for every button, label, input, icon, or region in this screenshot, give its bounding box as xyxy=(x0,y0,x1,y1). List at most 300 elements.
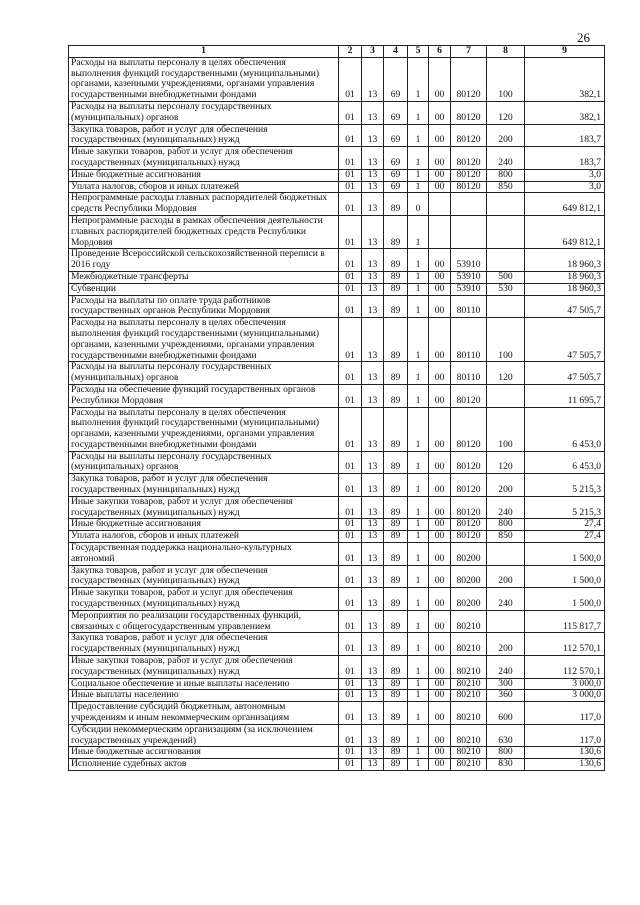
expense-type-cell: 800 xyxy=(487,747,525,759)
item-name-cell: Закупка товаров, работ и услуг для обеспечения государственных (муниципальных) нужд xyxy=(69,633,339,656)
expense-type-cell: 300 xyxy=(487,678,525,690)
subsection-cell: 13 xyxy=(362,724,384,747)
direction-cell: 00 xyxy=(429,318,451,362)
subsection-cell: 13 xyxy=(362,147,384,170)
program-cell: 89 xyxy=(384,656,408,679)
amount-cell: 115 817,7 xyxy=(525,610,605,633)
program-cell: 89 xyxy=(384,678,408,690)
section-cell: 01 xyxy=(339,101,362,124)
table-row xyxy=(69,656,605,679)
header-cell: 6 xyxy=(429,46,451,58)
section-cell: 01 xyxy=(339,474,362,497)
subsection-cell: 13 xyxy=(362,610,384,633)
subsection-cell: 13 xyxy=(362,384,384,407)
target-code-cell: 80120 xyxy=(451,181,487,193)
subsection-cell: 13 xyxy=(362,543,384,566)
direction-cell: 00 xyxy=(429,283,451,295)
subsection-cell: 13 xyxy=(362,474,384,497)
target-code-cell: 80120 xyxy=(451,496,487,519)
subsection-cell: 13 xyxy=(362,407,384,451)
direction-cell xyxy=(429,193,451,216)
subprogram-cell: 1 xyxy=(408,633,429,656)
subprogram-cell: 1 xyxy=(408,407,429,451)
program-cell: 89 xyxy=(384,474,408,497)
program-cell: 89 xyxy=(384,384,408,407)
target-code-cell: 80120 xyxy=(451,101,487,124)
amount-cell: 47 505,7 xyxy=(525,362,605,385)
amount-cell: 27,4 xyxy=(525,519,605,531)
section-cell: 01 xyxy=(339,565,362,588)
subsection-cell: 13 xyxy=(362,690,384,702)
target-code-cell: 80210 xyxy=(451,759,487,771)
amount-cell: 1 500,0 xyxy=(525,543,605,566)
amount-cell: 183,7 xyxy=(525,124,605,147)
subprogram-cell: 1 xyxy=(408,496,429,519)
table-header-row xyxy=(69,46,605,58)
direction-cell: 00 xyxy=(429,759,451,771)
amount-cell: 47 505,7 xyxy=(525,318,605,362)
item-name-cell: Социальное обеспечение и иные выплаты населению xyxy=(69,678,339,690)
program-cell: 69 xyxy=(384,169,408,181)
program-cell: 89 xyxy=(384,407,408,451)
amount-cell: 18 960,3 xyxy=(525,283,605,295)
program-cell: 89 xyxy=(384,747,408,759)
subprogram-cell: 1 xyxy=(408,474,429,497)
amount-cell: 130,6 xyxy=(525,747,605,759)
direction-cell: 00 xyxy=(429,678,451,690)
program-cell: 89 xyxy=(384,496,408,519)
subprogram-cell: 1 xyxy=(408,169,429,181)
direction-cell: 00 xyxy=(429,610,451,633)
item-name-cell: Непрограммные расходы в рамках обеспечения деятельности главных распорядителей бюджетных средств Республики Мордовия xyxy=(69,215,339,248)
direction-cell: 00 xyxy=(429,384,451,407)
program-cell: 89 xyxy=(384,690,408,702)
amount-cell: 3 000,0 xyxy=(525,678,605,690)
subprogram-cell: 1 xyxy=(408,656,429,679)
amount-cell: 3,0 xyxy=(525,181,605,193)
expense-type-cell: 850 xyxy=(487,531,525,543)
page-number: 26 xyxy=(577,30,590,45)
item-name-cell: Иные выплаты населению xyxy=(69,690,339,702)
target-code-cell: 80120 xyxy=(451,407,487,451)
subprogram-cell: 1 xyxy=(408,451,429,474)
table-row xyxy=(69,57,605,101)
target-code-cell: 80120 xyxy=(451,124,487,147)
table-row xyxy=(69,283,605,295)
item-name-cell: Расходы на выплаты персоналу государственных (муниципальных) органов xyxy=(69,101,339,124)
section-cell: 01 xyxy=(339,362,362,385)
target-code-cell: 80210 xyxy=(451,678,487,690)
program-cell: 69 xyxy=(384,101,408,124)
section-cell: 01 xyxy=(339,169,362,181)
amount-cell: 117,0 xyxy=(525,724,605,747)
table-row xyxy=(69,519,605,531)
expense-type-cell xyxy=(487,295,525,318)
expense-type-cell: 850 xyxy=(487,181,525,193)
direction-cell: 00 xyxy=(429,169,451,181)
section-cell: 01 xyxy=(339,656,362,679)
amount-cell: 117,0 xyxy=(525,702,605,725)
table-row xyxy=(69,474,605,497)
subprogram-cell: 1 xyxy=(408,295,429,318)
subsection-cell: 13 xyxy=(362,678,384,690)
subsection-cell: 13 xyxy=(362,318,384,362)
amount-cell: 11 695,7 xyxy=(525,384,605,407)
table-row xyxy=(69,690,605,702)
direction-cell: 00 xyxy=(429,565,451,588)
subsection-cell: 13 xyxy=(362,496,384,519)
program-cell: 89 xyxy=(384,249,408,272)
header-cell: 1 xyxy=(69,46,339,58)
direction-cell: 00 xyxy=(429,124,451,147)
subsection-cell: 13 xyxy=(362,759,384,771)
section-cell: 01 xyxy=(339,678,362,690)
subprogram-cell: 1 xyxy=(408,384,429,407)
item-name-cell: Закупка товаров, работ и услуг для обеспечения государственных (муниципальных) нужд xyxy=(69,565,339,588)
amount-cell: 1 500,0 xyxy=(525,565,605,588)
target-code-cell: 80120 xyxy=(451,451,487,474)
subprogram-cell: 0 xyxy=(408,193,429,216)
table-row xyxy=(69,633,605,656)
amount-cell: 3 000,0 xyxy=(525,690,605,702)
direction-cell: 00 xyxy=(429,147,451,170)
section-cell: 01 xyxy=(339,181,362,193)
subsection-cell: 13 xyxy=(362,101,384,124)
program-cell: 89 xyxy=(384,543,408,566)
section-cell: 01 xyxy=(339,271,362,283)
direction-cell: 00 xyxy=(429,474,451,497)
table-row xyxy=(69,249,605,272)
direction-cell: 00 xyxy=(429,724,451,747)
section-cell: 01 xyxy=(339,451,362,474)
program-cell: 89 xyxy=(384,362,408,385)
amount-cell: 1 500,0 xyxy=(525,588,605,611)
section-cell: 01 xyxy=(339,124,362,147)
amount-cell: 5 215,3 xyxy=(525,474,605,497)
expense-type-cell: 240 xyxy=(487,147,525,170)
item-name-cell: Непрограммные расходы главных распорядителей бюджетных средств Республики Мордовия xyxy=(69,193,339,216)
amount-cell: 382,1 xyxy=(525,57,605,101)
amount-cell: 18 960,3 xyxy=(525,271,605,283)
direction-cell: 00 xyxy=(429,656,451,679)
section-cell: 01 xyxy=(339,57,362,101)
table-row xyxy=(69,747,605,759)
section-cell: 01 xyxy=(339,519,362,531)
target-code-cell: 80210 xyxy=(451,724,487,747)
header-cell: 5 xyxy=(408,46,429,58)
section-cell: 01 xyxy=(339,690,362,702)
expense-type-cell: 100 xyxy=(487,57,525,101)
program-cell: 89 xyxy=(384,215,408,248)
target-code-cell: 80200 xyxy=(451,588,487,611)
direction-cell: 00 xyxy=(429,690,451,702)
direction-cell: 00 xyxy=(429,271,451,283)
table-row xyxy=(69,610,605,633)
amount-cell: 382,1 xyxy=(525,101,605,124)
subsection-cell: 13 xyxy=(362,588,384,611)
target-code-cell: 80110 xyxy=(451,362,487,385)
expense-type-cell: 100 xyxy=(487,318,525,362)
section-cell: 01 xyxy=(339,295,362,318)
direction-cell: 00 xyxy=(429,249,451,272)
target-code-cell: 80210 xyxy=(451,656,487,679)
target-code-cell: 80210 xyxy=(451,747,487,759)
direction-cell: 00 xyxy=(429,588,451,611)
item-name-cell: Расходы на выплаты персоналу государственных (муниципальных) органов xyxy=(69,362,339,385)
target-code-cell: 80120 xyxy=(451,474,487,497)
subsection-cell: 13 xyxy=(362,295,384,318)
subsection-cell: 13 xyxy=(362,747,384,759)
amount-cell: 649 812,1 xyxy=(525,215,605,248)
expense-type-cell: 120 xyxy=(487,451,525,474)
section-cell: 01 xyxy=(339,193,362,216)
section-cell: 01 xyxy=(339,531,362,543)
direction-cell: 00 xyxy=(429,519,451,531)
expense-type-cell: 500 xyxy=(487,271,525,283)
subsection-cell: 13 xyxy=(362,656,384,679)
section-cell: 01 xyxy=(339,543,362,566)
program-cell: 89 xyxy=(384,588,408,611)
program-cell: 89 xyxy=(384,318,408,362)
header-cell: 8 xyxy=(487,46,525,58)
header-cell: 4 xyxy=(384,46,408,58)
expense-type-cell xyxy=(487,249,525,272)
table-row xyxy=(69,384,605,407)
section-cell: 01 xyxy=(339,407,362,451)
item-name-cell: Иные закупки товаров, работ и услуг для обеспечения государственных (муниципальных) нужд xyxy=(69,147,339,170)
section-cell: 01 xyxy=(339,215,362,248)
section-cell: 01 xyxy=(339,588,362,611)
direction-cell: 00 xyxy=(429,57,451,101)
section-cell: 01 xyxy=(339,496,362,519)
program-cell: 89 xyxy=(384,193,408,216)
subprogram-cell: 1 xyxy=(408,181,429,193)
item-name-cell: Проведение Всероссийской сельскохозяйственной переписи в 2016 году xyxy=(69,249,339,272)
item-name-cell: Государственная поддержка национально-культурных автономий xyxy=(69,543,339,566)
subprogram-cell: 1 xyxy=(408,147,429,170)
subprogram-cell: 1 xyxy=(408,747,429,759)
subprogram-cell: 1 xyxy=(408,724,429,747)
item-name-cell: Субсидии некоммерческим организациям (за исключением государственных учреждений) xyxy=(69,724,339,747)
item-name-cell: Иные бюджетные ассигнования xyxy=(69,747,339,759)
item-name-cell: Межбюджетные трансферты xyxy=(69,271,339,283)
section-cell: 01 xyxy=(339,384,362,407)
expense-type-cell: 100 xyxy=(487,407,525,451)
amount-cell: 18 960,3 xyxy=(525,249,605,272)
table-row xyxy=(69,588,605,611)
expense-type-cell: 800 xyxy=(487,169,525,181)
target-code-cell: 80110 xyxy=(451,318,487,362)
amount-cell: 112 570,1 xyxy=(525,633,605,656)
table-row xyxy=(69,295,605,318)
target-code-cell: 80200 xyxy=(451,543,487,566)
expense-type-cell xyxy=(487,384,525,407)
subprogram-cell: 1 xyxy=(408,124,429,147)
expense-type-cell: 120 xyxy=(487,362,525,385)
target-code-cell: 80210 xyxy=(451,690,487,702)
direction-cell: 00 xyxy=(429,101,451,124)
program-cell: 89 xyxy=(384,283,408,295)
program-cell: 89 xyxy=(384,451,408,474)
table-row xyxy=(69,362,605,385)
direction-cell xyxy=(429,215,451,248)
program-cell: 69 xyxy=(384,124,408,147)
expense-type-cell: 830 xyxy=(487,759,525,771)
table-row xyxy=(69,407,605,451)
subprogram-cell: 1 xyxy=(408,565,429,588)
subsection-cell: 13 xyxy=(362,181,384,193)
expense-type-cell: 600 xyxy=(487,702,525,725)
amount-cell: 47 505,7 xyxy=(525,295,605,318)
table-row xyxy=(69,124,605,147)
program-cell: 89 xyxy=(384,295,408,318)
item-name-cell: Закупка товаров, работ и услуг для обеспечения государственных (муниципальных) нужд xyxy=(69,474,339,497)
program-cell: 89 xyxy=(384,633,408,656)
table-row xyxy=(69,169,605,181)
subsection-cell: 13 xyxy=(362,271,384,283)
subprogram-cell: 1 xyxy=(408,362,429,385)
subprogram-cell: 1 xyxy=(408,543,429,566)
target-code-cell: 80120 xyxy=(451,169,487,181)
item-name-cell: Уплата налогов, сборов и иных платежей xyxy=(69,181,339,193)
item-name-cell: Расходы на выплаты персоналу в целях обеспечения выполнения функций государственными (муниципальными) органами, казенными учреждениями, органами управления государственными внебюджетными фондами xyxy=(69,407,339,451)
subprogram-cell: 1 xyxy=(408,249,429,272)
expense-type-cell: 200 xyxy=(487,124,525,147)
subsection-cell: 13 xyxy=(362,124,384,147)
target-code-cell: 53910 xyxy=(451,271,487,283)
expense-type-cell xyxy=(487,610,525,633)
expense-type-cell xyxy=(487,193,525,216)
expense-type-cell: 240 xyxy=(487,588,525,611)
item-name-cell: Иные бюджетные ассигнования xyxy=(69,169,339,181)
section-cell: 01 xyxy=(339,759,362,771)
table-row xyxy=(69,496,605,519)
target-code-cell: 80210 xyxy=(451,702,487,725)
item-name-cell: Расходы на выплаты по оплате труда работников государственных органов Республики Мордовия xyxy=(69,295,339,318)
item-name-cell: Расходы на выплаты персоналу в целях обеспечения выполнения функций государственными (муниципальными) органами, казенными учреждениями, органами управления государственными внебюджетными фондами xyxy=(69,57,339,101)
table-row xyxy=(69,531,605,543)
subprogram-cell: 1 xyxy=(408,519,429,531)
amount-cell: 3,0 xyxy=(525,169,605,181)
item-name-cell: Мероприятия по реализации государственных функций, связанных с общегосударственным управлением xyxy=(69,610,339,633)
program-cell: 89 xyxy=(384,519,408,531)
header-cell: 3 xyxy=(362,46,384,58)
target-code-cell: 80210 xyxy=(451,610,487,633)
amount-cell: 5 215,3 xyxy=(525,496,605,519)
budget-table xyxy=(68,45,605,771)
program-cell: 89 xyxy=(384,702,408,725)
item-name-cell: Расходы на выплаты персоналу в целях обеспечения выполнения функций государственными (муниципальными) органами, казенными учреждениями, органами управления государственными внебюджетными фондами xyxy=(69,318,339,362)
table-row xyxy=(69,147,605,170)
section-cell: 01 xyxy=(339,702,362,725)
direction-cell: 00 xyxy=(429,181,451,193)
subprogram-cell: 1 xyxy=(408,318,429,362)
target-code-cell: 53910 xyxy=(451,249,487,272)
program-cell: 89 xyxy=(384,759,408,771)
subprogram-cell: 1 xyxy=(408,57,429,101)
subprogram-cell: 1 xyxy=(408,531,429,543)
table-row xyxy=(69,318,605,362)
table-row xyxy=(69,451,605,474)
program-cell: 69 xyxy=(384,181,408,193)
subsection-cell: 13 xyxy=(362,249,384,272)
amount-cell: 6 453,0 xyxy=(525,451,605,474)
direction-cell: 00 xyxy=(429,747,451,759)
target-code-cell: 80120 xyxy=(451,147,487,170)
table-row xyxy=(69,543,605,566)
section-cell: 01 xyxy=(339,633,362,656)
target-code-cell: 80110 xyxy=(451,295,487,318)
amount-cell: 183,7 xyxy=(525,147,605,170)
item-name-cell: Закупка товаров, работ и услуг для обеспечения государственных (муниципальных) нужд xyxy=(69,124,339,147)
subsection-cell: 13 xyxy=(362,193,384,216)
section-cell: 01 xyxy=(339,318,362,362)
subsection-cell: 13 xyxy=(362,169,384,181)
item-name-cell: Иные бюджетные ассигнования xyxy=(69,519,339,531)
expense-type-cell: 120 xyxy=(487,101,525,124)
expense-type-cell: 630 xyxy=(487,724,525,747)
direction-cell: 00 xyxy=(429,633,451,656)
section-cell: 01 xyxy=(339,610,362,633)
subsection-cell: 13 xyxy=(362,702,384,725)
section-cell: 01 xyxy=(339,747,362,759)
subprogram-cell: 1 xyxy=(408,283,429,295)
subprogram-cell: 1 xyxy=(408,678,429,690)
target-code-cell: 80120 xyxy=(451,531,487,543)
item-name-cell: Расходы на выплаты персоналу государственных (муниципальных) органов xyxy=(69,451,339,474)
expense-type-cell: 360 xyxy=(487,690,525,702)
expense-type-cell: 200 xyxy=(487,565,525,588)
target-code-cell xyxy=(451,215,487,248)
program-cell: 89 xyxy=(384,610,408,633)
item-name-cell: Субвенции xyxy=(69,283,339,295)
program-cell: 89 xyxy=(384,271,408,283)
subprogram-cell: 1 xyxy=(408,588,429,611)
header-cell: 9 xyxy=(525,46,605,58)
target-code-cell: 80120 xyxy=(451,57,487,101)
table-row xyxy=(69,193,605,216)
subprogram-cell: 1 xyxy=(408,702,429,725)
section-cell: 01 xyxy=(339,249,362,272)
subprogram-cell: 1 xyxy=(408,101,429,124)
subsection-cell: 13 xyxy=(362,57,384,101)
subsection-cell: 13 xyxy=(362,283,384,295)
header-cell: 2 xyxy=(339,46,362,58)
direction-cell: 00 xyxy=(429,407,451,451)
amount-cell: 649 812,1 xyxy=(525,193,605,216)
expense-type-cell: 200 xyxy=(487,474,525,497)
section-cell: 01 xyxy=(339,724,362,747)
amount-cell: 6 453,0 xyxy=(525,407,605,451)
subsection-cell: 13 xyxy=(362,362,384,385)
target-code-cell: 80120 xyxy=(451,519,487,531)
direction-cell: 00 xyxy=(429,702,451,725)
item-name-cell: Расходы на обеспечение функций государственных органов Республики Мордовия xyxy=(69,384,339,407)
item-name-cell: Исполнение судебных актов xyxy=(69,759,339,771)
item-name-cell: Предоставление субсидий бюджетным, автономным учреждениям и иным некоммерческим организациям xyxy=(69,702,339,725)
expense-type-cell: 530 xyxy=(487,283,525,295)
subprogram-cell: 1 xyxy=(408,610,429,633)
target-code-cell: 80210 xyxy=(451,633,487,656)
program-cell: 89 xyxy=(384,724,408,747)
expense-type-cell: 800 xyxy=(487,519,525,531)
program-cell: 69 xyxy=(384,147,408,170)
subsection-cell: 13 xyxy=(362,215,384,248)
subsection-cell: 13 xyxy=(362,451,384,474)
table-row xyxy=(69,702,605,725)
direction-cell: 00 xyxy=(429,496,451,519)
item-name-cell: Иные закупки товаров, работ и услуг для обеспечения государственных (муниципальных) нужд xyxy=(69,496,339,519)
